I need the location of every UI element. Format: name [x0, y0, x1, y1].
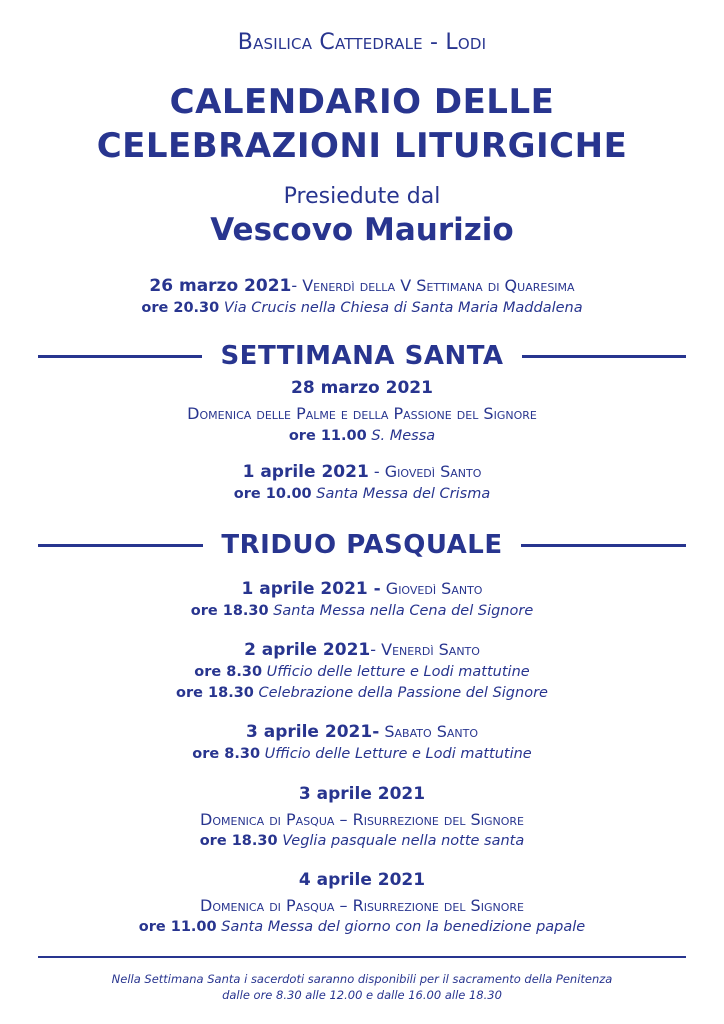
event-title: Domenica di Pasqua – Risurrezione del Signore — [200, 810, 524, 829]
tp-event4-title — [0, 810, 724, 830]
tp-event5-title — [0, 896, 724, 916]
tp-event3-heading — [0, 722, 724, 742]
tp-event4-date — [0, 784, 724, 804]
event-date: 2 aprile 2021 — [244, 640, 371, 660]
event-desc: Santa Messa del Crisma — [316, 486, 491, 502]
event-time: ore 11.00 — [138, 919, 217, 935]
event-time: ore 18.30 — [176, 685, 254, 701]
ss-event1-detail — [0, 428, 724, 444]
event-desc: Ufficio delle Letture e Lodi mattutine — [264, 746, 532, 762]
event-title: - Venerdì Santo — [370, 640, 480, 659]
event-date: 4 aprile 2021 — [298, 870, 426, 890]
event-time: ore 18.30 — [199, 833, 278, 849]
ss-event2-detail — [0, 486, 724, 502]
footer-divider — [38, 956, 686, 958]
event-time: ore 10.00 — [233, 486, 312, 502]
tp-event1-detail — [0, 603, 724, 619]
footer-note-line2: dalle ore 8.30 alle 12.00 e dalle 16.00 alle 18.30 — [222, 988, 502, 1002]
presiedute-text: Presiedute dal — [283, 184, 441, 209]
event-time: ore 20.30 — [141, 300, 220, 316]
main-title-line2: CELEBRAZIONI LITURGICHE — [96, 126, 628, 166]
event-title: Giovedì Santo — [380, 579, 483, 598]
intro-detail — [0, 300, 724, 316]
tp-event5-date — [0, 870, 724, 890]
tp-event5-detail — [0, 919, 724, 935]
tp-event2-heading — [0, 640, 724, 660]
event-desc: Santa Messa nella Cena del Signore — [273, 603, 534, 619]
ss-event1-date — [0, 378, 724, 398]
intro-heading — [0, 276, 724, 296]
divider-right — [522, 355, 686, 358]
event-date: 3 aprile 2021- — [246, 722, 380, 742]
event-desc: Santa Messa del giorno con la benedizione papale — [221, 919, 586, 935]
event-date: 26 marzo 2021 — [149, 276, 292, 296]
event-time: ore 11.00 — [288, 428, 367, 444]
section-settimana-santa — [38, 341, 686, 371]
main-title-line1: CALENDARIO DELLE — [169, 82, 555, 122]
event-desc: S. Messa — [371, 428, 436, 444]
ss-event2-heading — [0, 462, 724, 482]
section-title: SETTIMANA SANTA — [220, 341, 504, 371]
event-title: Sabato Santo — [379, 722, 478, 741]
event-date: 28 marzo 2021 — [291, 378, 433, 398]
event-title: - Venerdì della V Settimana di Quaresima — [291, 276, 575, 295]
event-date: 1 aprile 2021 - — [241, 579, 381, 599]
event-time: ore 8.30 — [194, 664, 263, 680]
tp-event3-detail — [0, 746, 724, 762]
event-desc: Via Crucis nella Chiesa di Santa Maria Maddalena — [223, 300, 583, 316]
event-time: ore 18.30 — [190, 603, 269, 619]
ss-event1-title — [0, 404, 724, 424]
event-desc: Celebrazione della Passione del Signore — [258, 685, 548, 701]
tp-event1-heading — [0, 579, 724, 599]
event-title: Domenica di Pasqua – Risurrezione del Signore — [200, 896, 524, 915]
vescovo-name: Vescovo Maurizio — [210, 212, 514, 248]
section-title: TRIDUO PASQUALE — [221, 530, 503, 560]
tp-event2-detail1 — [0, 664, 724, 680]
event-desc: Veglia pasquale nella notte santa — [282, 833, 525, 849]
divider-left — [38, 355, 202, 358]
tp-event2-detail2 — [0, 685, 724, 701]
tp-event4-detail — [0, 833, 724, 849]
event-date: 3 aprile 2021 — [298, 784, 426, 804]
divider-right — [521, 544, 686, 547]
section-triduo-pasquale — [38, 530, 686, 560]
event-date: 1 aprile 2021 — [242, 462, 369, 482]
event-title: - Giovedì Santo — [368, 462, 482, 481]
divider-left — [38, 544, 203, 547]
event-desc: Ufficio delle letture e Lodi mattutine — [266, 664, 530, 680]
event-time: ore 8.30 — [192, 746, 261, 762]
event-title: Domenica delle Palme e della Passione del Signore — [187, 404, 537, 423]
basilica-heading: Basilica Cattedrale - Lodi — [237, 30, 487, 55]
footer-note-line1: Nella Settimana Santa i sacerdoti saranno disponibili per il sacramento della Penitenza — [111, 972, 613, 986]
